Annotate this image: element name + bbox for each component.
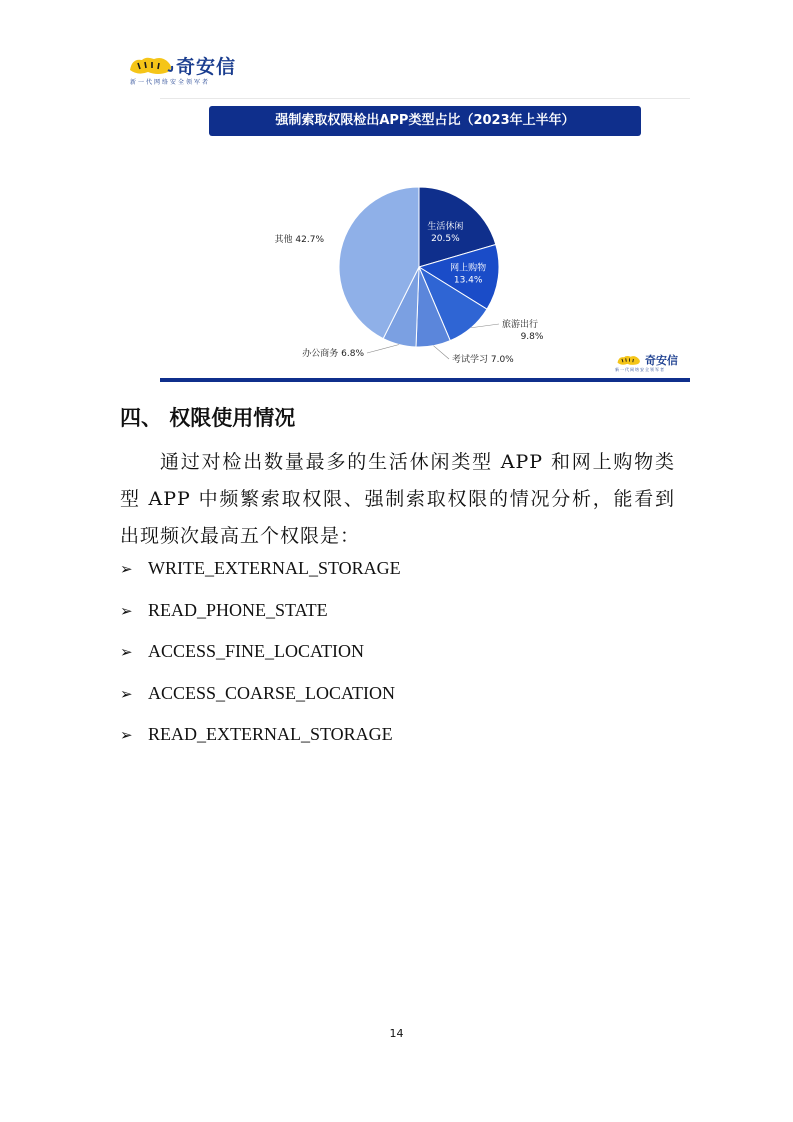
leader-line [367,344,399,353]
company-logo [128,50,268,90]
slice-label: 其他 42.7% [274,235,324,245]
slice-label: 考试学习 7.0% [452,355,514,365]
slice-value-label: 20.5% [431,233,460,244]
chart-bottom-rule [160,378,690,382]
slice-label: 生活休闲 [427,221,464,232]
list-item [120,724,401,766]
logo-tiger-icon [128,54,174,76]
slice-label: 旅游出行 [502,320,539,330]
watermark-tiger-icon [615,354,643,366]
section-heading: 四、 权限使用情况 [120,406,296,430]
list-item [120,641,401,683]
arrow-bullet-icon: ➢ [120,643,133,661]
watermark-logo-tagline: 新一代网络安全领军者 [615,367,665,372]
logo-name: 奇安信 [176,56,237,78]
permission-name: WRITE_EXTERNAL_STORAGE [148,558,401,578]
list-item [120,600,401,642]
body-paragraph: 通过对检出数量最多的生活休闲类型 APP 和网上购物类型 APP 中频繁索取权限、强制索取权限的情况分析，能看到出现频次最高五个权限是： [120,451,675,547]
page-number: 14 [389,1027,404,1040]
permission-name: ACCESS_FINE_LOCATION [148,641,365,661]
permission-name: ACCESS_COARSE_LOCATION [148,682,396,703]
chart-title: 强制索取权限检出APP类型占比（2023年上半年） [209,106,641,136]
arrow-bullet-icon: ➢ [120,560,133,578]
watermark-logo-name: 奇安信 [645,354,678,367]
permission-name: READ_EXTERNAL_STORAGE [148,724,393,744]
permission-list [120,558,401,766]
list-item [120,558,401,600]
pie-chart-figure [160,98,690,384]
slice-label: 网上购物 [450,263,487,274]
chart-watermark-logo [615,352,685,372]
slice-label: 办公商务 6.8% [302,349,364,359]
logo-tagline: 新一代网络安全领军者 [130,79,211,86]
permission-name: READ_PHONE_STATE [148,599,328,620]
arrow-bullet-icon: ➢ [120,726,133,744]
list-item [120,683,401,725]
arrow-bullet-icon: ➢ [120,684,133,703]
arrow-bullet-icon: ➢ [120,601,133,620]
leader-line [433,346,449,359]
pie-chart [160,98,690,384]
slice-value-label: 13.4% [453,275,483,286]
slice-value-label: 9.8% [520,332,544,342]
